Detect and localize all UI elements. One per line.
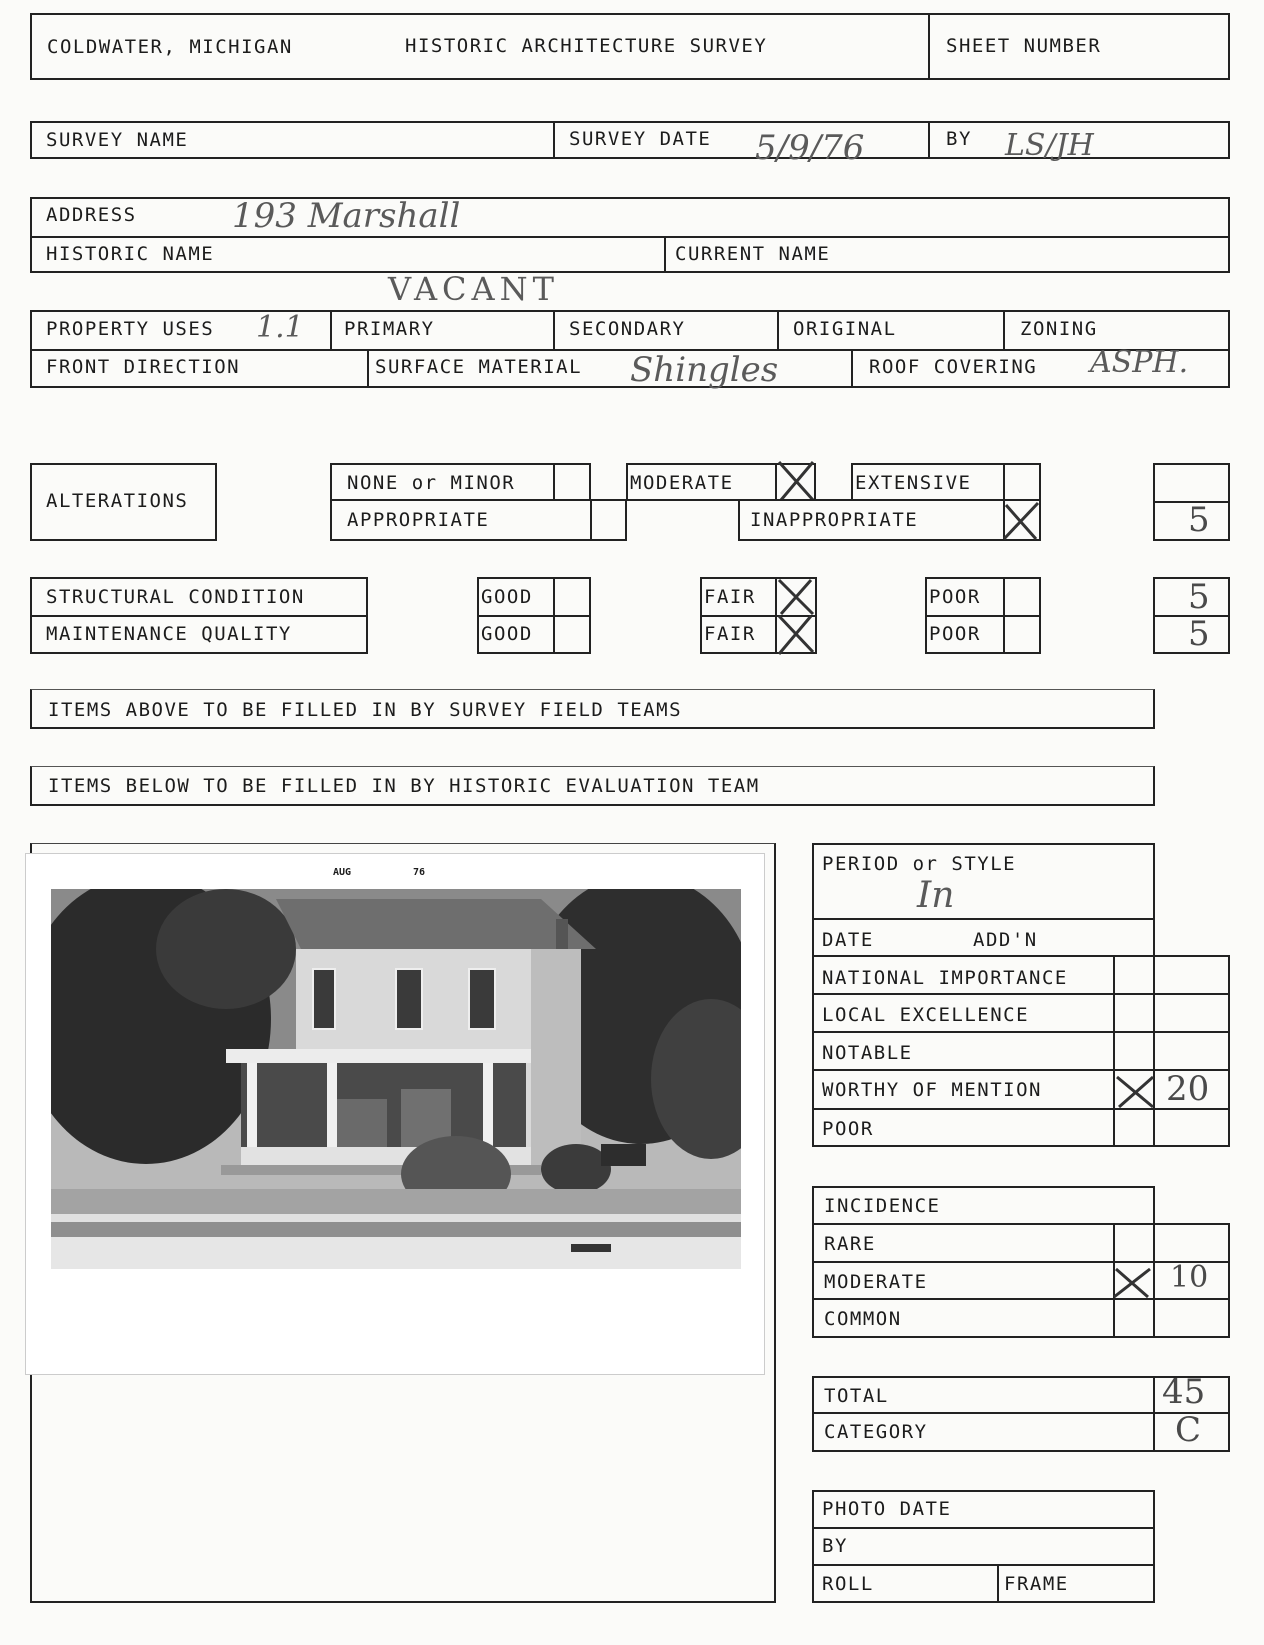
common-label: COMMON [824,1308,902,1330]
primary-label: PRIMARY [344,318,435,340]
incidence-moderate-label: MODERATE [824,1271,928,1293]
maintenance-fair-label: FAIR [704,623,756,645]
worthy-score: 20 [1166,1069,1210,1109]
incidence-moderate-check-mark [1110,1265,1154,1301]
period-style-label: PERIOD or STYLE [822,853,1017,875]
photo-stamp-year: 76 [413,867,426,878]
structural-condition-label: STRUCTURAL CONDITION [46,586,305,608]
evaluation-box [812,843,1155,1147]
none-minor-check-div [553,463,555,501]
structural-poor-label: POOR [929,586,981,608]
survey-by-value: LS/JH [1005,128,1094,163]
property-uses-label: PROPERTY USES [46,318,215,340]
structural-score: 5 [1188,577,1210,617]
roof-covering-label: ROOF COVERING [869,356,1038,378]
extensive-label: EXTENSIVE [855,472,972,494]
address-right-edge [1228,197,1230,273]
incidence-div-3 [812,1298,1230,1300]
surface-material-value: Shingles [630,350,779,390]
poor-divider [925,615,1041,617]
survey-by-label: BY [946,128,972,150]
national-importance-label: NATIONAL IMPORTANCE [822,967,1068,989]
eval-div-3 [812,993,1230,995]
notable-label: NOTABLE [822,1042,913,1064]
local-excellence-label: LOCAL EXCELLENCE [822,1004,1030,1026]
total-label: TOTAL [824,1385,889,1407]
alterations-score: 5 [1188,500,1210,540]
extensive-check-div [1003,463,1005,501]
poor-check-div [1003,577,1005,654]
prop-div-2 [553,310,555,349]
good-check-div [553,577,555,654]
roll-frame-divider [997,1564,999,1603]
survey-divider-1 [553,121,555,159]
alterations-label: ALTERATIONS [46,490,189,512]
photo-date-label: PHOTO DATE [822,1498,952,1520]
total-value-col [1153,1376,1155,1452]
incidence-div-4 [1115,1336,1230,1338]
front-direction-label: FRONT DIRECTION [46,356,241,378]
survey-name-label: SURVEY NAME [46,129,189,151]
prop-div-5 [367,349,369,388]
address-label: ADDRESS [46,204,137,226]
form-title: HISTORIC ARCHITECTURE SURVEY [405,35,768,57]
survey-date-label: SURVEY DATE [569,128,712,150]
inappropriate-label: INAPPROPRIATE [750,509,919,531]
above-note: ITEMS ABOVE TO BE FILLED IN BY SURVEY FIELD TEAMS [48,699,683,721]
original-label: ORIGINAL [793,318,897,340]
property-uses-value: 1.1 [256,310,304,345]
maintenance-fair-check-mark [775,612,817,658]
eval-date-label: DATE [822,929,874,951]
total-value: 45 [1162,1372,1206,1412]
category-label: CATEGORY [824,1421,928,1443]
zoning-label: ZONING [1020,318,1098,340]
survey-date-value: 5/9/76 [755,128,865,168]
address-divider [30,236,1230,238]
total-divider [812,1412,1230,1414]
eval-check-col [1113,955,1115,1147]
maintenance-score: 5 [1188,614,1210,654]
sheet-number-label: SHEET NUMBER [946,35,1102,57]
roof-covering-value: ASPH. [1090,345,1189,380]
frame-label: FRAME [1004,1573,1069,1595]
worthy-check-mark [1113,1073,1157,1111]
current-name-label: CURRENT NAME [675,243,831,265]
appropriate-check-div [590,499,592,541]
worthy-of-mention-label: WORTHY OF MENTION [822,1079,1042,1101]
photo-by-label: BY [822,1535,848,1557]
eval-div-7 [1115,1145,1230,1147]
incidence-score-col [1228,1223,1230,1338]
eval-score-col [1228,955,1230,1147]
incidence-label: INCIDENCE [824,1195,941,1217]
photo-info-div-2 [812,1564,1155,1566]
inappropriate-check-mark [1000,499,1042,543]
surface-material-label: SURFACE MATERIAL [375,356,583,378]
survey-divider-2 [928,121,930,159]
header-divider [928,13,930,80]
structural-good-label: GOOD [481,586,533,608]
maintenance-poor-label: POOR [929,623,981,645]
house-photo-image [51,889,741,1269]
house-photo-print [25,853,765,1375]
property-right-edge [1228,310,1230,388]
structural-fair-label: FAIR [704,586,756,608]
eval-div-2 [812,955,1230,957]
maintenance-quality-label: MAINTENANCE QUALITY [46,623,292,645]
rare-label: RARE [824,1233,876,1255]
incidence-moderate-score: 10 [1170,1260,1209,1295]
below-note: ITEMS BELOW TO BE FILLED IN BY HISTORIC EVALUATION TEAM [48,775,760,797]
prop-div-4 [1003,310,1005,349]
names-divider [664,236,666,273]
incidence-div-1 [812,1223,1230,1225]
condition-label-divider [30,615,368,617]
vacant-note: VACANT [388,270,559,308]
photo-info-div-1 [812,1527,1155,1529]
photo-stamp-month: AUG [333,867,352,878]
moderate-alt-check-mark [775,458,817,504]
eval-poor-label: POOR [822,1118,874,1140]
addn-label: ADD'N [973,929,1038,951]
eval-div-4 [812,1031,1230,1033]
prop-div-1 [330,310,332,349]
secondary-label: SECONDARY [569,318,686,340]
incidence-div-2 [812,1261,1230,1263]
eval-div-1 [812,918,1155,920]
prop-div-3 [777,310,779,349]
period-style-value: In [917,875,955,916]
good-divider [477,615,591,617]
appropriate-label: APPROPRIATE [347,509,490,531]
historic-name-label: HISTORIC NAME [46,243,215,265]
roll-label: ROLL [822,1573,874,1595]
category-value: C [1175,1410,1202,1450]
city-label: COLDWATER, MICHIGAN [47,36,293,58]
prop-div-6 [851,349,853,388]
maintenance-good-label: GOOD [481,623,533,645]
none-minor-label: NONE or MINOR [347,472,516,494]
moderate-alt-label: MODERATE [630,472,734,494]
address-value: 193 Marshall [232,196,461,236]
survey-right-edge [1228,121,1230,159]
